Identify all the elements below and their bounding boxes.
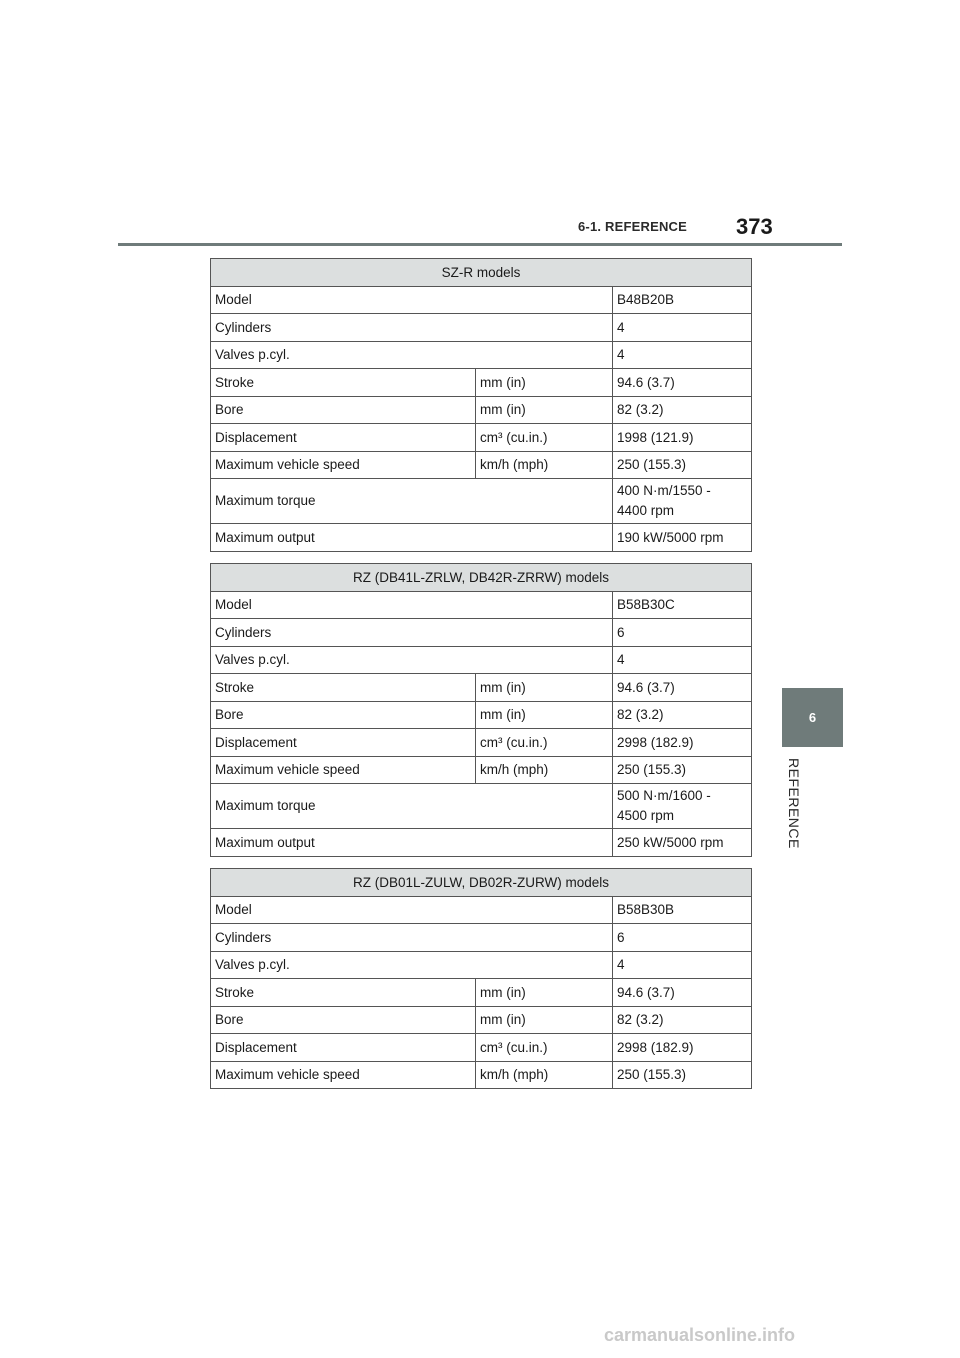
- row-unit: mm (in): [476, 369, 613, 397]
- spec-table-rz-zrlw: [210, 563, 752, 857]
- row-label: Bore: [211, 701, 476, 729]
- table-row: [211, 314, 752, 342]
- row-unit: cm³ (cu.in.): [476, 729, 613, 757]
- row-value: 190 kW/5000 rpm: [613, 524, 752, 552]
- table-row: [211, 479, 752, 524]
- table-row: [211, 784, 752, 829]
- value-line: 4500 rpm: [617, 808, 675, 823]
- row-value: 94.6 (3.7): [613, 369, 752, 397]
- table-row: [211, 591, 752, 619]
- spec-table-rz-zulw: [210, 868, 752, 1089]
- row-label: Maximum torque: [211, 479, 613, 524]
- row-label: Model: [211, 591, 613, 619]
- row-label: Valves p.cyl.: [211, 951, 613, 979]
- row-unit: km/h (mph): [476, 1061, 613, 1089]
- table-row: [211, 729, 752, 757]
- row-unit: mm (in): [476, 1006, 613, 1034]
- row-label: Model: [211, 896, 613, 924]
- section-title: 6-1. REFERENCE: [578, 219, 687, 234]
- table-row: [211, 424, 752, 452]
- table-row: [211, 619, 752, 647]
- row-label: Cylinders: [211, 924, 613, 952]
- table-title: SZ-R models: [211, 259, 752, 287]
- row-value: 94.6 (3.7): [613, 674, 752, 702]
- row-label: Stroke: [211, 369, 476, 397]
- page-number: 373: [736, 214, 773, 239]
- table-row: [211, 829, 752, 857]
- row-label: Cylinders: [211, 619, 613, 647]
- row-label: Maximum torque: [211, 784, 613, 829]
- chapter-tab-number: 6: [808, 710, 817, 725]
- row-value: 4: [613, 341, 752, 369]
- table-row: [211, 979, 752, 1007]
- table-row: [211, 396, 752, 424]
- chapter-tab-label: REFERENCE: [786, 758, 802, 849]
- table-row: [211, 369, 752, 397]
- row-label: Displacement: [211, 424, 476, 452]
- table-row: [211, 1061, 752, 1089]
- table-row: [211, 674, 752, 702]
- row-value: B58B30C: [613, 591, 752, 619]
- table-header-row: [211, 259, 752, 287]
- row-value: 6: [613, 924, 752, 952]
- row-label: Valves p.cyl.: [211, 646, 613, 674]
- row-label: Maximum vehicle speed: [211, 1061, 476, 1089]
- row-value: 4: [613, 646, 752, 674]
- table-row: [211, 646, 752, 674]
- row-value: 4: [613, 314, 752, 342]
- row-label: Stroke: [211, 979, 476, 1007]
- chapter-tab: [782, 688, 843, 747]
- row-value: 1998 (121.9): [613, 424, 752, 452]
- table-row: [211, 451, 752, 479]
- row-value: 82 (3.2): [613, 1006, 752, 1034]
- row-unit: mm (in): [476, 674, 613, 702]
- row-unit: cm³ (cu.in.): [476, 424, 613, 452]
- row-value: 4: [613, 951, 752, 979]
- row-value: 250 kW/5000 rpm: [613, 829, 752, 857]
- row-value: 250 (155.3): [613, 1061, 752, 1089]
- value-line: 4400 rpm: [617, 503, 675, 518]
- row-label: Maximum output: [211, 524, 613, 552]
- row-label: Bore: [211, 1006, 476, 1034]
- row-label: Cylinders: [211, 314, 613, 342]
- table-row: [211, 756, 752, 784]
- row-value: 250 (155.3): [613, 756, 752, 784]
- row-value: 82 (3.2): [613, 396, 752, 424]
- row-value: [613, 479, 752, 524]
- row-label: Displacement: [211, 1034, 476, 1062]
- table-title: RZ (DB01L-ZULW, DB02R-ZURW) models: [211, 869, 752, 897]
- header-divider: [118, 243, 842, 246]
- table-row: [211, 701, 752, 729]
- row-value: 6: [613, 619, 752, 647]
- row-unit: km/h (mph): [476, 451, 613, 479]
- row-value: 94.6 (3.7): [613, 979, 752, 1007]
- table-row: [211, 286, 752, 314]
- row-label: Stroke: [211, 674, 476, 702]
- table-header-row: [211, 564, 752, 592]
- table-header-row: [211, 869, 752, 897]
- spec-table-sz-r: [210, 258, 752, 552]
- row-unit: mm (in): [476, 979, 613, 1007]
- row-value: 2998 (182.9): [613, 1034, 752, 1062]
- row-label: Displacement: [211, 729, 476, 757]
- row-unit: cm³ (cu.in.): [476, 1034, 613, 1062]
- row-value: 82 (3.2): [613, 701, 752, 729]
- row-label: Maximum vehicle speed: [211, 451, 476, 479]
- table-row: [211, 896, 752, 924]
- row-unit: mm (in): [476, 396, 613, 424]
- row-value: B48B20B: [613, 286, 752, 314]
- table-row: [211, 1034, 752, 1062]
- row-value: 250 (155.3): [613, 451, 752, 479]
- row-label: Bore: [211, 396, 476, 424]
- row-label: Maximum output: [211, 829, 613, 857]
- site-watermark: carmanualsonline.info: [604, 1325, 796, 1345]
- row-label: Valves p.cyl.: [211, 341, 613, 369]
- row-unit: mm (in): [476, 701, 613, 729]
- row-value: B58B30B: [613, 896, 752, 924]
- table-row: [211, 924, 752, 952]
- table-row: [211, 1006, 752, 1034]
- row-unit: km/h (mph): [476, 756, 613, 784]
- table-row: [211, 341, 752, 369]
- row-value: [613, 784, 752, 829]
- table-row: [211, 524, 752, 552]
- row-label: Model: [211, 286, 613, 314]
- value-line: 400 N·m/1550 -: [617, 483, 711, 498]
- row-value: 2998 (182.9): [613, 729, 752, 757]
- value-line: 500 N·m/1600 -: [617, 788, 711, 803]
- row-label: Maximum vehicle speed: [211, 756, 476, 784]
- table-title: RZ (DB41L-ZRLW, DB42R-ZRRW) models: [211, 564, 752, 592]
- table-row: [211, 951, 752, 979]
